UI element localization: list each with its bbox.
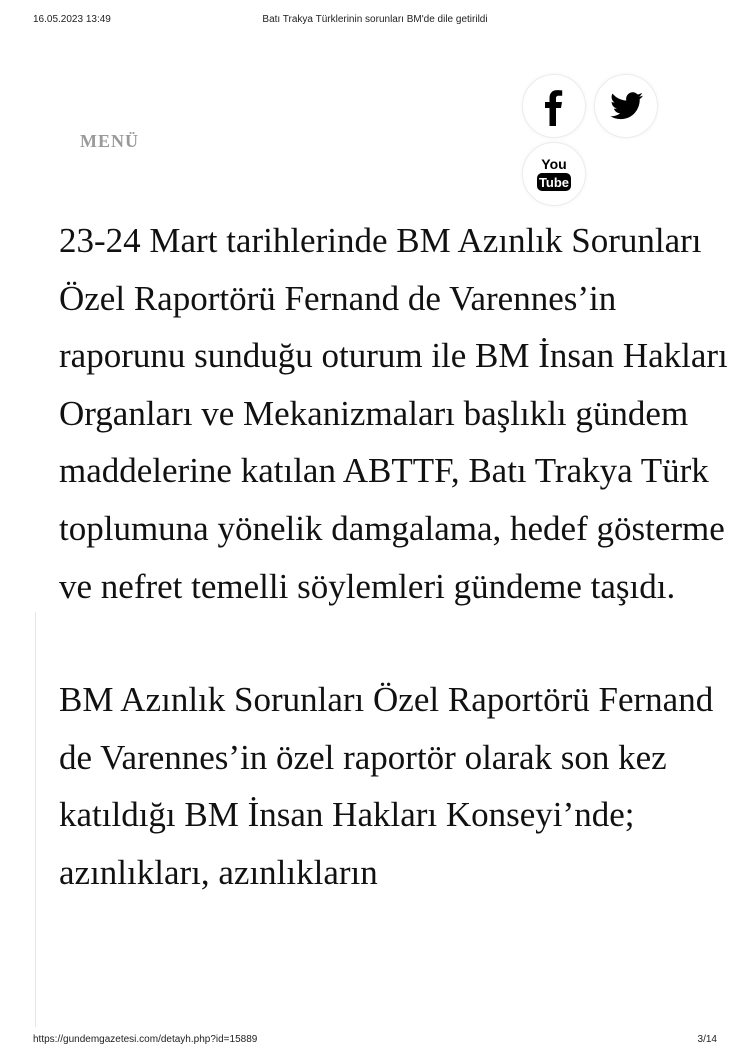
- facebook-link[interactable]: [522, 74, 586, 138]
- article-body: [59, 212, 729, 958]
- youtube-icon: [532, 152, 576, 196]
- svg-text:Tube: Tube: [538, 175, 570, 190]
- facebook-icon: [534, 86, 574, 126]
- print-datetime: 16.05.2023 13:49: [33, 14, 111, 25]
- print-url: https://gundemgazetesi.com/detayh.php?id=15889: [33, 1034, 258, 1045]
- youtube-link[interactable]: [522, 142, 586, 206]
- left-divider: [35, 612, 36, 1027]
- menu-button[interactable]: MENÜ: [80, 131, 139, 151]
- print-page-title: Batı Trakya Türklerinin sorunları BM'de dile getirildi: [262, 14, 488, 25]
- twitter-link[interactable]: [594, 74, 658, 138]
- print-page-number: 3/14: [697, 1034, 717, 1045]
- svg-text:You: You: [541, 156, 567, 172]
- print-header: [0, 14, 750, 28]
- print-footer: [0, 1034, 750, 1048]
- twitter-icon: [606, 86, 646, 126]
- article-paragraph: BM Azınlık Sorunları Özel Raportörü Fernand de Varennes’in özel raportör olarak son kez katıldığı BM İnsan Hakları Konseyi’nde; azınlıkları, azınlıkların: [59, 680, 714, 892]
- article-paragraph: 23-24 Mart tarihlerinde BM Azınlık Sorunları Özel Raportörü Fernand de Varennes’in raporunu sunduğu oturum ile BM İnsan Hakları Organları ve Mekanizmaları başlıklı gündem maddelerine katılan ABTTF, Batı Trakya Türk toplumuna yönelik damgalama, hedef gösterme ve nefret temelli söylemleri gündeme taşıdı.: [59, 221, 728, 606]
